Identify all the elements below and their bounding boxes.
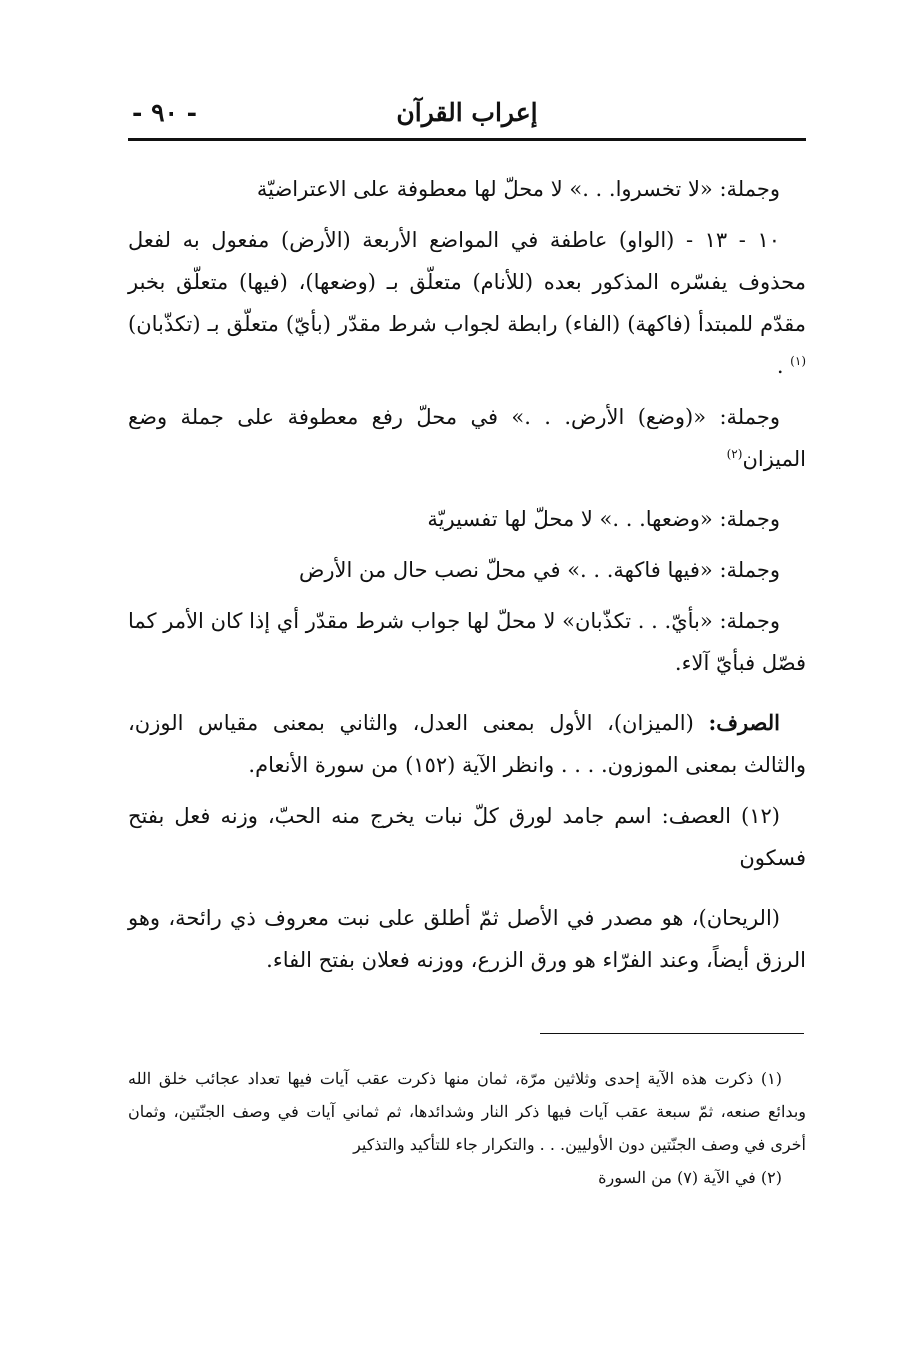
paragraph [128, 702, 806, 786]
page-header [128, 92, 806, 140]
main-text [128, 168, 806, 990]
paragraph [128, 168, 806, 210]
paragraph-text: (الريحان)، هو مصدر في الأصل ثمّ أطلق على نبت معروف ذي رائحة، وهو الرزق أيضاً، وعند الفرّاء هو ورق الزرع، ووزنه فعلان بفتح الفاء. [128, 906, 806, 972]
page-number: - ٩٠ - [132, 98, 198, 127]
paragraph-text: وجملة: «وضعها. . .» لا محلّ لها تفسيريّة [427, 507, 780, 531]
paragraph [128, 795, 806, 879]
paragraph [128, 219, 806, 387]
paragraph [128, 549, 806, 591]
paragraph-text: (١٢) العصف: اسم جامد لورق كلّ نبات يخرج منه الحبّ، وزنه فعل بفتح فسكون [128, 804, 806, 870]
paragraph-text: وجملة: «بأيّ. . . تكذّبان» لا محلّ لها جواب شرط مقدّر أي إذا كان الأمر كما فصّل فبأيّ آلاء. [128, 609, 806, 675]
section-term: الصرف: [708, 710, 780, 735]
header-rule [128, 138, 806, 141]
paragraph-text: (الميزان)، الأول بمعنى العدل، والثاني بمعنى مقياس الوزن، والثالث بمعنى الموزون. . . . وانظر الآية (١٥٢) من سورة الأنعام. [128, 711, 806, 777]
paragraph [128, 897, 806, 981]
footnote-rule [540, 1033, 804, 1034]
paragraph-tail: . [776, 354, 791, 378]
paragraph-text: وجملة: «(وضع) الأرض. . .» في محلّ رفع معطوفة على جملة وضع الميزان [128, 405, 806, 471]
paragraph-text: وجملة: «لا تخسروا. . .» لا محلّ لها معطوفة على الاعتراضيّة [256, 177, 780, 201]
footnote-ref: (٢) [726, 447, 743, 461]
footnote: (١) ذكرت هذه الآية إحدى وثلاثين مرّة، ثمان منها ذكرت عقب آيات فيها تعداد عجائب خلق الله وبدائع صنعه، ثمّ سبعة عقب آيات فيها ذكر النار وشدائدها، ثم ثماني آيات في وصف الجنّتين، وثمان أخرى في وصف الجنّتين دون الأوليين. . . والتكرار جاء للتأكيد والتذكير [128, 1069, 806, 1154]
paragraph-text: ١٠ - ١٣ - (الواو) عاطفة في المواضع الأربعة (الأرض) مفعول به لفعل محذوف يفسّره المذكور بعده (للأنام) متعلّق بـ (وضعها)، (فيها) متعلّق بخبر مقدّم للمبتدأ (فاكهة) (الفاء) رابطة لجواب شرط مقدّر (بأيّ) متعلّق بـ (تكذّبان) [128, 228, 806, 336]
paragraph [128, 600, 806, 684]
paragraph [128, 396, 806, 480]
footnotes [128, 1062, 806, 1194]
footnote-ref: (١) [790, 354, 806, 368]
book-title: إعراب القرآن [396, 98, 538, 127]
paragraph [128, 498, 806, 540]
paragraph-text: وجملة: «فيها فاكهة. . .» في محلّ نصب حال من الأرض [299, 558, 780, 582]
footnote: (٢) في الآية (٧) من السورة [598, 1168, 782, 1187]
